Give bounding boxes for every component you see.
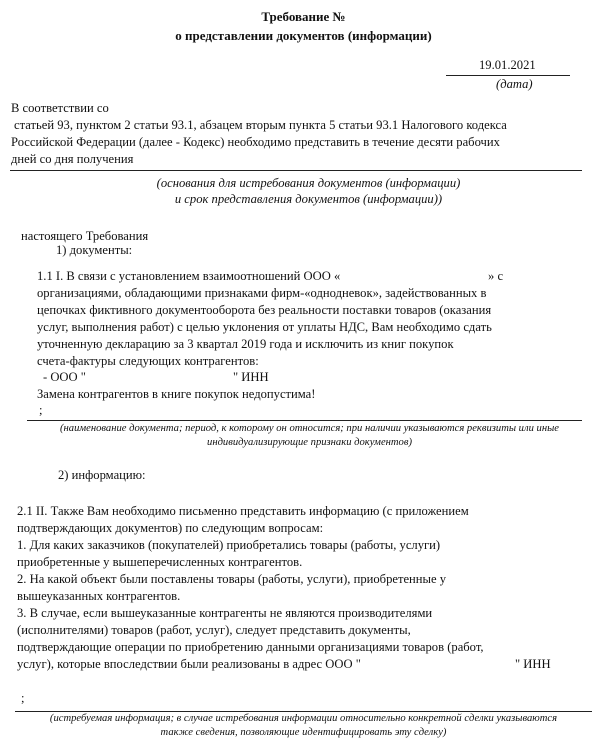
basis-caption-1: (основания для истребования документов (информации) (156, 176, 461, 190)
information-line-3: 1. Для каких заказчиков (покупателей) приобретались товары (работы, услуги) (17, 538, 441, 552)
information-caption-1: (истребуемая информация; в случае истребования информации относительно конкретной сделки указываются (49, 713, 558, 724)
document-subtitle: о представлении документов (информации) (175, 28, 432, 43)
information-line-1: 2.1 II. Также Вам необходимо письменно представить информацию (с приложением (17, 504, 469, 518)
basis-line-4: дней со дня получения (11, 152, 134, 166)
information-line-5: 2. На какой объект были поставлены товары (работы, услуги), приобретенные у (17, 572, 447, 586)
date-caption: (дата) (496, 77, 533, 91)
documents-underline (27, 420, 582, 421)
information-end-mark: ; (21, 691, 25, 705)
information-underline (15, 711, 592, 712)
information-line-6: вышеуказанных контрагентов. (17, 589, 181, 603)
documents-caption-2: индивидуализирующие признаки документов) (207, 437, 412, 448)
basis-line-1: В соответствии со (11, 101, 109, 115)
counterparty-warning: Замена контрагентов в книге покупок недопустима! (37, 387, 316, 401)
counterparty-org: - ООО " (43, 370, 86, 384)
information-line-10-end: " ИНН (515, 657, 551, 671)
document-title: Требование № (261, 9, 346, 24)
basis-caption-2: и срок представления документов (информации)) (174, 192, 443, 206)
documents-line-6: счета-фактуры следующих контрагентов: (37, 354, 259, 368)
information-line-8: (исполнителями) товаров (работ, услуг), следует представить документы, (17, 623, 411, 637)
information-caption-2: также сведения, позволяющие идентифицировать эту сделку) (160, 727, 447, 738)
basis-underline (10, 170, 582, 171)
information-line-4: приобретенные у вышеперечисленных контрагентов. (17, 555, 303, 569)
information-line-10-start: услуг), которые впоследствии были реализованы в адрес ООО " (17, 657, 361, 671)
information-line-7: 3. В случае, если вышеуказанные контрагенты не являются производителями (17, 606, 433, 620)
basis-line-3: Российской Федерации (далее - Кодекс) необходимо представить в течение десяти рабочих (11, 135, 500, 149)
documents-end-mark: ; (39, 403, 43, 417)
date-value: 19.01.2021 (479, 58, 536, 72)
requirement-intro: настоящего Требования (21, 229, 149, 243)
counterparty-inn: " ИНН (233, 370, 269, 384)
documents-line-3: цепочках фиктивного документооборота без реальности поставки товаров (оказания (37, 303, 492, 317)
information-heading: 2) информацию: (58, 468, 146, 482)
documents-line-5: уточненную декларацию за 3 квартал 2019 года и исключить из книг покупок (37, 337, 454, 351)
documents-line-4: услуг, выполнения работ) с целью уклонения от уплаты НДС, Вам необходимо сдать (37, 320, 492, 334)
information-line-9: подтверждающие операции по приобретению данными организациями товаров (работ, (17, 640, 484, 654)
basis-line-2: статьей 93, пунктом 2 статьи 93.1, абзацем вторым пункта 5 статьи 93.1 Налогового кодекса (14, 118, 507, 132)
documents-line-1-start: 1.1 I. В связи с установлением взаимоотношений ООО « (37, 269, 341, 283)
information-line-2: подтверждающих документов) по следующим вопросам: (17, 521, 324, 535)
documents-line-1-end: » с (488, 269, 504, 283)
documents-line-2: организациями, обладающими признаками фирм-«однодневок», задействованных в (37, 286, 487, 300)
documents-caption-1: (наименование документа; период, к которому он относится; при наличии указываются реквизиты или иные (60, 423, 559, 434)
documents-heading: 1) документы: (56, 243, 133, 257)
